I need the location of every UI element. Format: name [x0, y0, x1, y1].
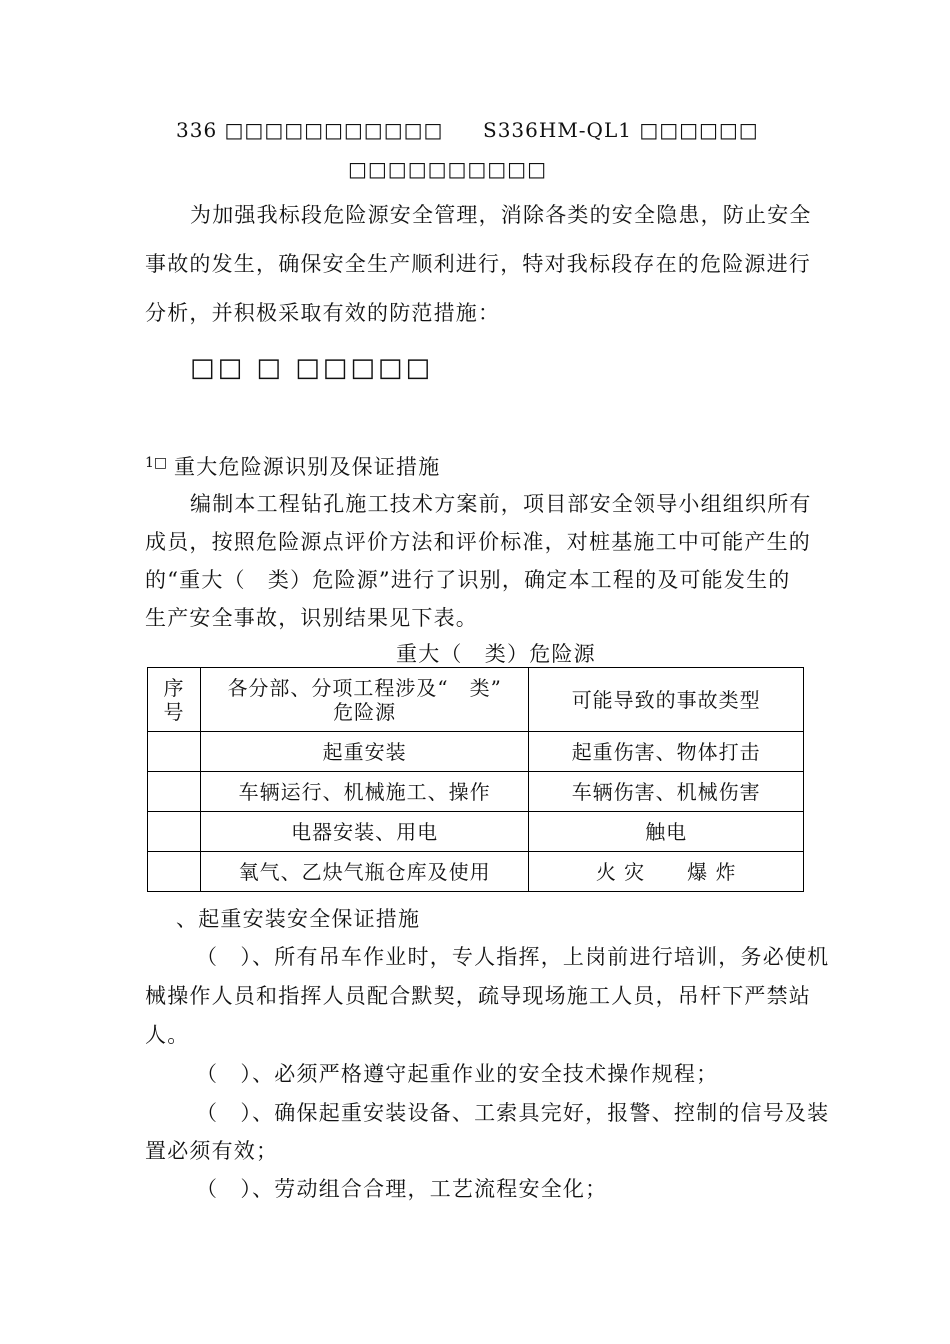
header-line1-right: S336HM-QL1 □□□□□□	[483, 118, 759, 142]
row-source: 起重安装	[200, 732, 528, 772]
header-line1-left: 336 □□□□□□□□□□□	[176, 118, 444, 142]
table-header-row	[148, 668, 804, 732]
row-accident: 触电	[529, 812, 804, 852]
chapter-heading: □□ □ □□□□□	[190, 353, 434, 383]
header-source-line1: 各分部、分项工程涉及“ 类”	[227, 675, 502, 700]
intro-line-2: 事故的发生，确保安全生产顺利进行，特对我标段存在的危险源进行	[145, 252, 811, 276]
section1-line-3: 的“重大（ 类）危险源”进行了识别，确定本工程的及可能发生的	[145, 568, 791, 592]
header-no-line2: 号	[163, 699, 185, 724]
item4-line-1: （ ）、劳动组合合理，工艺流程安全化；	[196, 1177, 608, 1201]
item1-line-1: （ ）、所有吊车作业时，专人指挥，上岗前进行培训，务必使机	[196, 945, 830, 969]
row-no	[148, 772, 201, 812]
table-header-accident: 可能导致的事故类型	[529, 668, 804, 732]
subsection-title: 、起重安装安全保证措施	[176, 907, 421, 931]
table-row	[148, 812, 804, 852]
table-header-no	[148, 668, 201, 732]
table-row	[148, 852, 804, 892]
table-row	[148, 732, 804, 772]
row-no	[148, 812, 201, 852]
item1-line-2: 械操作人员和指挥人员配合默契，疏导现场施工人员，吊杆下严禁站	[145, 984, 811, 1008]
header-source-line2: 危险源	[333, 699, 397, 724]
row-accident: 车辆伤害、机械伤害	[529, 772, 804, 812]
section1-line-1: 编制本工程钻孔施工技术方案前，项目部安全领导小组组织所有	[190, 492, 812, 516]
item3-line-2: 置必须有效；	[145, 1139, 279, 1163]
hazard-table	[147, 667, 804, 892]
section1-title: 重大危险源识别及保证措施	[174, 455, 441, 479]
item2-line-1: （ ）、必须严格遵守起重作业的安全技术操作规程；	[196, 1062, 719, 1086]
item1-line-3: 人。	[145, 1023, 190, 1047]
intro-line-1: 为加强我标段危险源安全管理，消除各类的安全隐患，防止安全	[190, 203, 812, 227]
row-accident: 火 灾 爆 炸	[529, 852, 804, 892]
header-no-line1: 序	[163, 675, 185, 700]
row-accident: 起重伤害、物体打击	[529, 732, 804, 772]
header-line2: □□□□□□□□□□	[348, 157, 547, 181]
row-no	[148, 852, 201, 892]
item3-line-1: （ ）、确保起重安装设备、工索具完好，报警、控制的信号及装	[196, 1101, 830, 1125]
table-caption: 重大（ 类）危险源	[396, 642, 596, 666]
intro-line-3: 分析，并积极采取有效的防范措施：	[145, 301, 501, 325]
section1-line-2: 成员，按照危险源点评价方法和评价标准，对桩基施工中可能产生的	[145, 530, 811, 554]
row-source: 车辆运行、机械施工、操作	[200, 772, 528, 812]
table-row	[148, 772, 804, 812]
row-source: 氧气、乙炔气瓶仓库及使用	[200, 852, 528, 892]
section1-line-4: 生产安全事故，识别结果见下表。	[145, 606, 478, 630]
row-no	[148, 732, 201, 772]
table-header-source	[200, 668, 528, 732]
row-source: 电器安装、用电	[200, 812, 528, 852]
section1-number: 1□	[145, 455, 168, 471]
